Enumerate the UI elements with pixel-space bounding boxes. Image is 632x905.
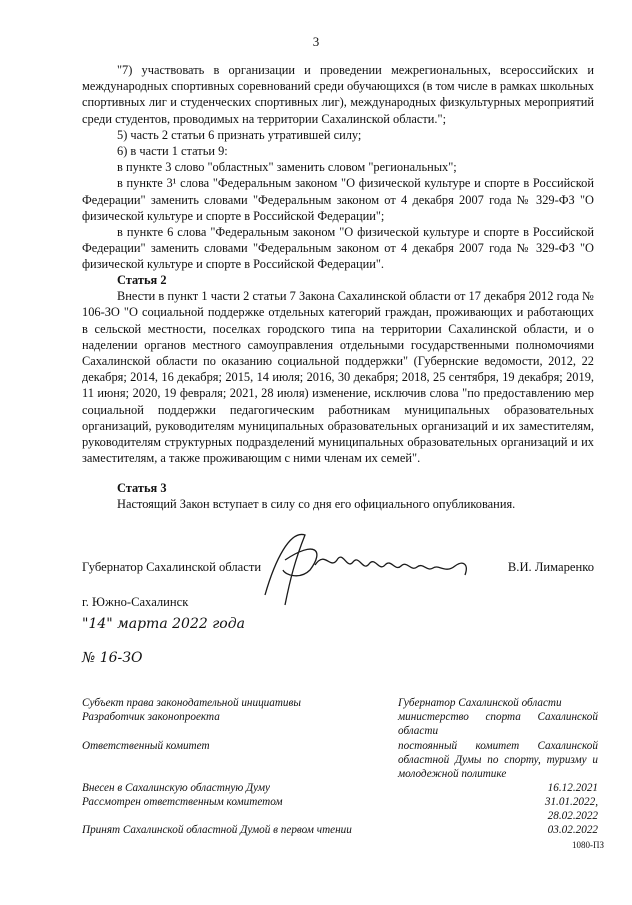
amendments-block xyxy=(82,62,594,273)
article-2-title: Статья 2 xyxy=(117,273,167,287)
article-2 xyxy=(82,272,594,466)
committee-value: постоянный комитет Сахалинской областной Думы по спорту, туризму и молодежной политике xyxy=(398,740,598,780)
article-3-text: Настоящий Закон вступает в силу со дня его официального опубликования. xyxy=(117,497,516,512)
article-3 xyxy=(82,480,594,512)
paragraph-point-3-1: в пункте 3¹ слова "Федеральным законом "О физической культуре и спорте в Российской Федерации" заменить словами "Федеральным законом от 4 декабря 2007 года № 329-ФЗ "О физической культуре и спорте в Российской Федерации"; xyxy=(82,176,594,223)
paragraph-5: 5) часть 2 статьи 6 признать утратившей силу; xyxy=(117,127,362,142)
reviewed-value-1: 31.01.2022, xyxy=(544,796,598,808)
article-3-title: Статья 3 xyxy=(117,481,167,495)
reviewed-value-2: 28.02.2022 xyxy=(547,810,598,822)
document-code: 1080-ПЗ xyxy=(571,840,604,850)
governor-name: В.И. Лимаренко xyxy=(507,560,594,574)
paragraph-point-6: в пункте 6 слова "Федеральным законом "О физической культуре и спорте в Российской Федерации" заменить словами "Федеральным законом от 4 декабря 2007 года № 329-ФЗ "О физической культуре и спорте в Российской Федерации". xyxy=(82,225,594,272)
article-2-text: Внести в пункт 1 части 2 статьи 7 Закона Сахалинской области от 17 декабря 2012 года № 106-ЗО "О социальной поддержке отдельных категорий граждан, проживающих и работающих в сельской местности, поселках городского типа на территории Сахалинской области, и о наделении органов местного самоуправления отдельными государственными полномочиями Сахалинской области по оказанию социальной поддержки" (Губернские ведомости, 2012, 22 декабря; 2014, 16 декабря; 2015, 14 июля; 2016, 30 декабря; 2018, 25 сентября, 19 декабря; 2019, 11 июня; 2020, 19 февраля; 2021, 28 июля) изменение, исключив слова "по предоставлению мер социальной поддержки педагогическим работникам муниципальных образовательных организаций, руководителям муниципальных образовательных организаций и их заместителям, руководителям структурных подразделений муниципальных образовательных организаций и их заместителям, а также проживающим с ними членам их семей". xyxy=(82,289,594,466)
developer-value: министерство спорта Сахалинской области xyxy=(398,711,598,737)
adopted-value: 03.02.2022 xyxy=(547,824,598,836)
page-number: 3 xyxy=(312,34,320,49)
governor-title: Губернатор Сахалинской области xyxy=(82,560,262,574)
signature-image xyxy=(255,520,485,615)
developer-label: Разработчик законопроекта xyxy=(82,711,220,723)
reviewed-label: Рассмотрен ответственным комитетом xyxy=(82,796,283,808)
handwritten-number: № 16-ЗО xyxy=(82,650,143,666)
subject-value: Губернатор Сахалинской области xyxy=(398,697,562,709)
adopted-label: Принят Сахалинской областной Думой в первом чтении xyxy=(82,824,352,836)
paragraph-6: 6) в части 1 статьи 9: xyxy=(117,144,228,159)
paragraph-point-3: в пункте 3 слово "областных" заменить словом "региональных"; xyxy=(117,160,457,175)
subject-label: Субъект права законодательной инициативы xyxy=(82,697,301,709)
submitted-value: 16.12.2021 xyxy=(547,782,598,794)
city: г. Южно-Сахалинск xyxy=(82,595,189,609)
submitted-label: Внесен в Сахалинскую областную Думу xyxy=(82,782,270,794)
committee-label: Ответственный комитет xyxy=(82,740,210,752)
handwritten-date: "14" марта 2022 года xyxy=(82,616,245,632)
paragraph-7: "7) участвовать в организации и проведении межрегиональных, всероссийских и международных спортивных соревнований среди обучающихся (в том числе в рамках школьных спортивных лиг и студенческих спортивных лиг), международных физкультурных мероприятий среди студентов, проводимых на территории Сахалинской области."; xyxy=(82,63,594,126)
